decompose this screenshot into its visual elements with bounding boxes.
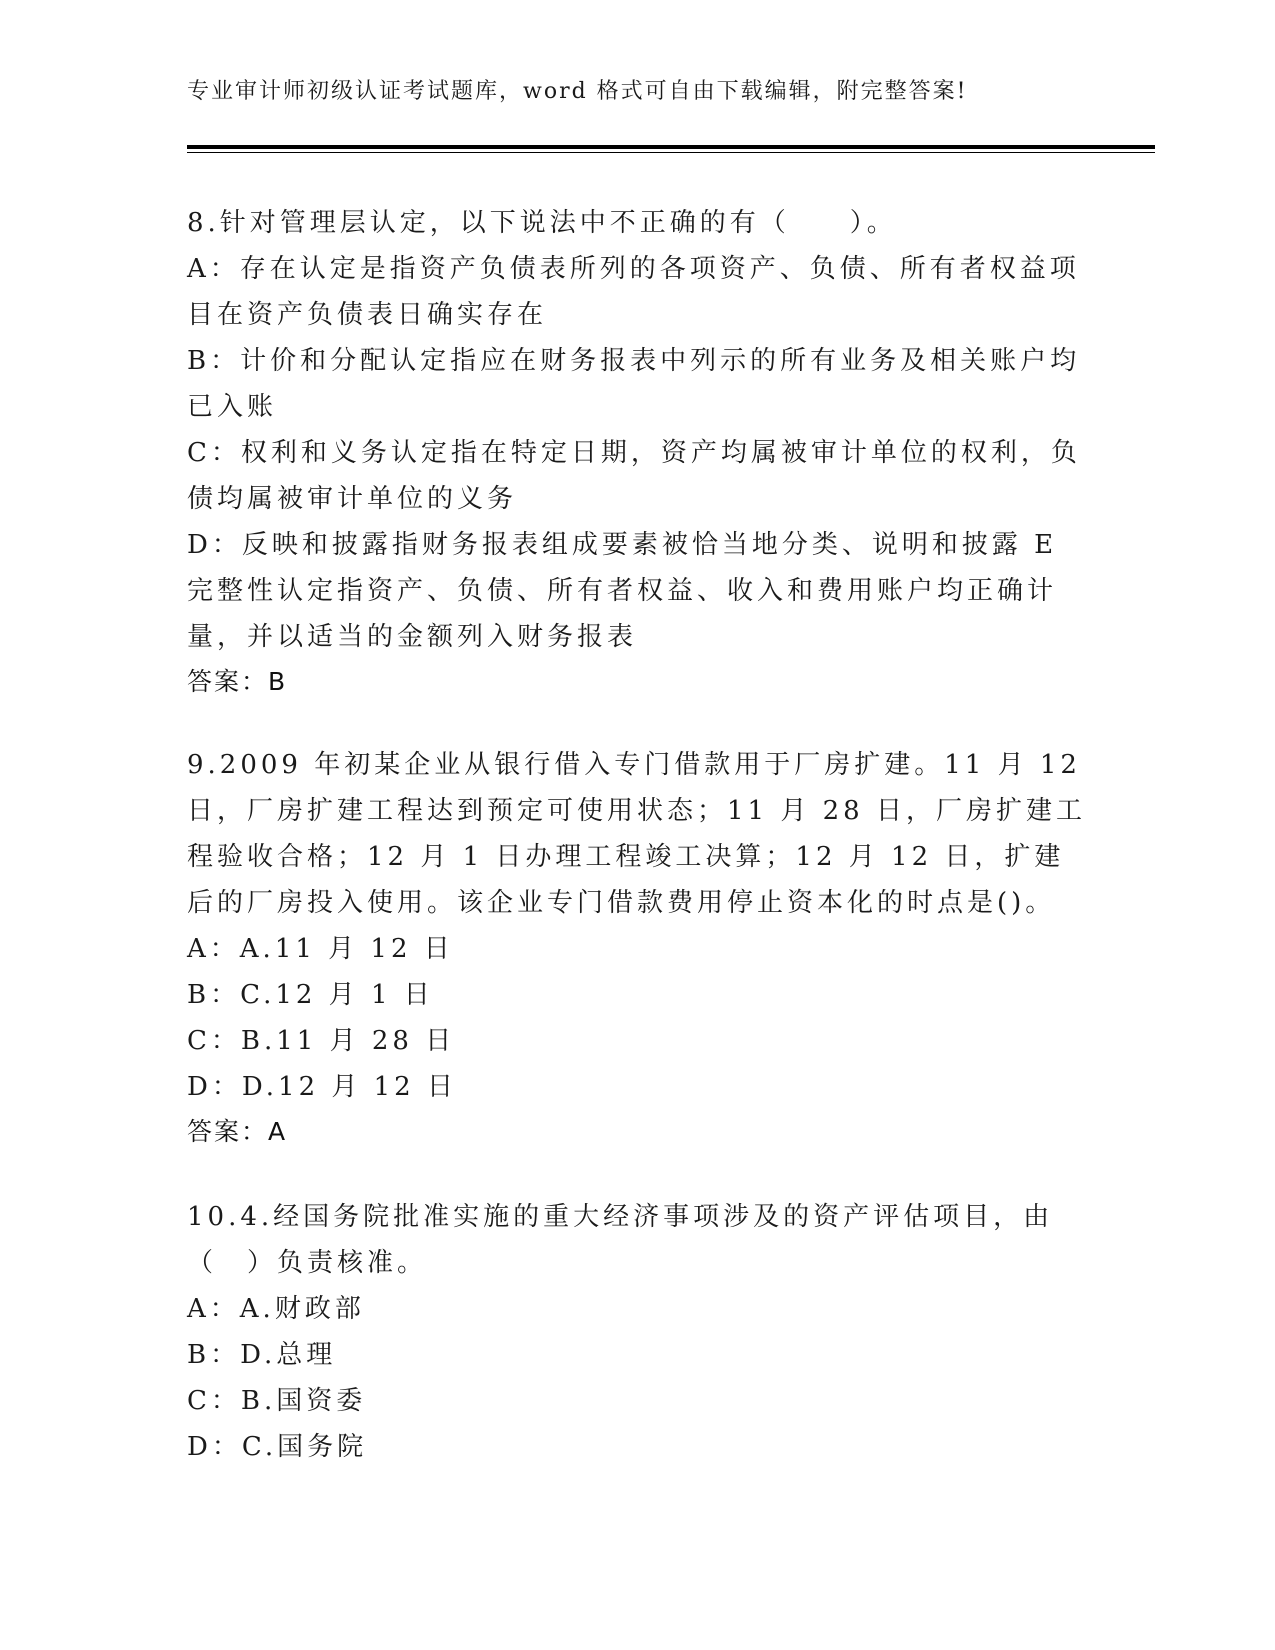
answer: 答案：A	[187, 1117, 288, 1146]
header-divider-thin	[187, 152, 1155, 153]
spacer	[187, 1154, 1087, 1194]
spacer	[187, 704, 1087, 742]
question-10	[187, 1194, 1087, 1470]
option-b: B：D.总理	[187, 1340, 337, 1370]
option-c: C：B.国资委	[187, 1386, 367, 1416]
option-b: B：计价和分配认定指应在财务报表中列示的所有业务及相关账户均已入账	[187, 346, 1081, 422]
option-d: D：C.国务院	[187, 1432, 368, 1462]
option-d: D：D.12 月 12 日	[187, 1072, 457, 1102]
option-a: A：存在认定是指资产负债表所列的各项资产、负债、所有者权益项目在资产负债表日确实存在	[187, 254, 1080, 330]
option-d: D：反映和披露指财务报表组成要素被恰当地分类、说明和披露 E 完整性认定指资产、负债、所有者权益、收入和费用账户均正确计量，并以适当的金额列入财务报表	[187, 530, 1058, 652]
option-a: A：A.11 月 12 日	[187, 934, 454, 964]
question-stem: 10.4.经国务院批准实施的重大经济事项涉及的资产评估项目，由（ ）负责核准。	[187, 1202, 1054, 1278]
question-8	[187, 200, 1087, 704]
question-stem: 8.针对管理层认定，以下说法中不正确的有（ ）。	[187, 208, 897, 238]
question-stem: 9.2009 年初某企业从银行借入专门借款用于厂房扩建。11 月 12 日，厂房扩建工程达到预定可使用状态；11 月 28 日，厂房扩建工程验收合格；12 月 1 日办理工程竣工决算；12 月 12 日，扩建后的厂房投入使用。该企业专门借款费用停止资本化的时点是()。	[187, 750, 1086, 918]
option-a: A：A.财政部	[187, 1294, 365, 1324]
option-c: C：B.11 月 28 日	[187, 1026, 456, 1056]
page-header: 专业审计师初级认证考试题库，word 格式可自由下载编辑，附完整答案!	[187, 79, 968, 104]
option-b: B：C.12 月 1 日	[187, 980, 434, 1010]
option-c: C：权利和义务认定指在特定日期，资产均属被审计单位的权利，负债均属被审计单位的义务	[187, 438, 1081, 514]
answer: 答案：B	[187, 667, 288, 696]
question-list	[187, 200, 1087, 1470]
header-divider-thick	[187, 145, 1155, 149]
question-9	[187, 742, 1087, 1154]
